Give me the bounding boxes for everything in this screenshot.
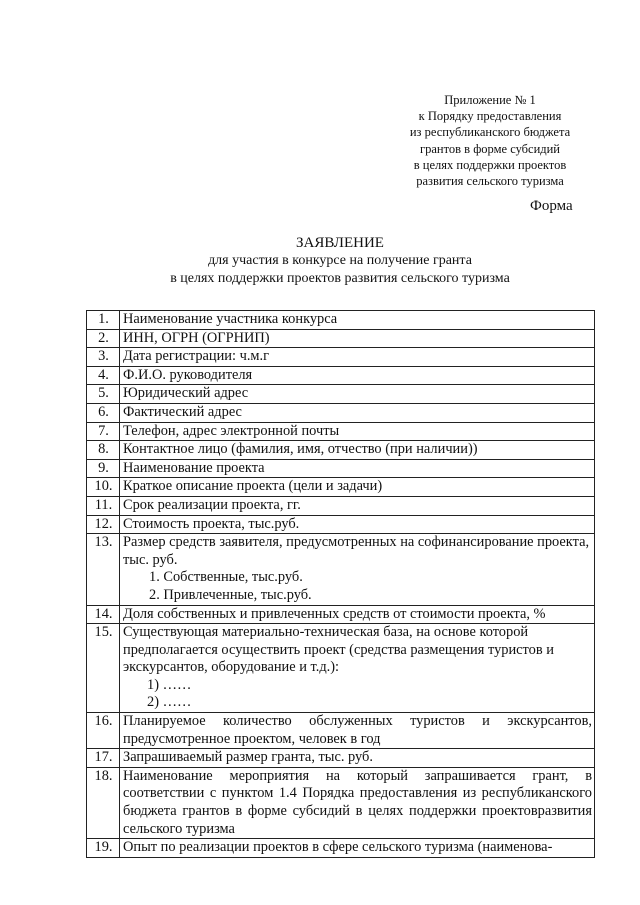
row-number: 10. — [87, 478, 120, 497]
row-number: 19. — [87, 839, 120, 858]
row-number: 8. — [87, 441, 120, 460]
application-table — [86, 310, 595, 858]
row-number: 5. — [87, 385, 120, 404]
table-row — [87, 624, 595, 713]
row-text: Юридический адрес — [120, 385, 595, 404]
row-number: 3. — [87, 348, 120, 367]
row-text: Запрашиваемый размер гранта, тыс. руб. — [120, 749, 595, 768]
appendix-line: развития сельского туризма — [416, 174, 564, 189]
row-text: Контактное лицо (фамилия, имя, отчество (при наличии)) — [120, 441, 595, 460]
row-text: Ф.И.О. руководителя — [120, 366, 595, 385]
table-row — [87, 839, 595, 858]
row-text: Стоимость проекта, тыс.руб. — [120, 515, 595, 534]
row-number: 18. — [87, 767, 120, 838]
table-row — [87, 767, 595, 838]
table-row — [87, 605, 595, 624]
row-text: ИНН, ОГРН (ОГРНИП) — [120, 329, 595, 348]
document-subtitle-line: для участия в конкурсе на получение гранта — [208, 253, 472, 268]
table-row — [87, 403, 595, 422]
row-text: Наименование проекта — [120, 459, 595, 478]
row-number: 17. — [87, 749, 120, 768]
row-number: 7. — [87, 422, 120, 441]
row-number: 15. — [87, 624, 120, 713]
table-row — [87, 329, 595, 348]
table-row — [87, 459, 595, 478]
row-number: 12. — [87, 515, 120, 534]
row-text: Доля собственных и привлеченных средств от стоимости проекта, % — [120, 605, 595, 624]
table-row — [87, 515, 595, 534]
row-text: Опыт по реализации проектов в сфере сельского туризма (наименова- — [120, 839, 595, 858]
table-row — [87, 441, 595, 460]
row-number: 1. — [87, 311, 120, 330]
row-cell — [120, 534, 595, 605]
row-text: Фактический адрес — [120, 403, 595, 422]
document-title: ЗАЯВЛЕНИЕ — [296, 235, 384, 251]
row-text: Планируемое количество обслуженных туристов и экскурсантов, предусмотренное проектом, человек в год — [120, 713, 595, 749]
row-text: Наименование мероприятия на который запрашивается грант, в соответствии с пунктом 1.4 Порядка предоставления из республиканского бюджета грантов в форме субсидий в целях поддержки проектовразвития сельского туризма — [120, 767, 595, 838]
appendix-line: грантов в форме субсидий — [419, 141, 560, 156]
document-subtitle-line: в целях поддержки проектов развития сельского туризма — [170, 271, 510, 286]
row-number: 14. — [87, 605, 120, 624]
title-block — [80, 234, 600, 288]
table-row — [87, 311, 595, 330]
row-subitem: 1. Собственные, тыс.руб. — [149, 569, 303, 586]
appendix-block — [385, 92, 595, 189]
form-label: Форма — [530, 198, 573, 214]
row-number: 6. — [87, 403, 120, 422]
row-subitem: 2. Привлеченные, тыс.руб. — [149, 586, 312, 603]
row-text: Срок реализации проекта, гг. — [120, 496, 595, 515]
row-text: Телефон, адрес электронной почты — [120, 422, 595, 441]
table-row — [87, 422, 595, 441]
row-subitem: 2) …… — [147, 694, 192, 711]
row-number: 16. — [87, 713, 120, 749]
table-row — [87, 713, 595, 749]
appendix-line: Приложение № 1 — [444, 93, 536, 107]
table-row — [87, 385, 595, 404]
row-subitem: 1) …… — [147, 676, 192, 693]
table-row — [87, 478, 595, 497]
table-row — [87, 749, 595, 768]
row-text: Наименование участника конкурса — [120, 311, 595, 330]
appendix-line: к Порядку предоставления — [418, 109, 562, 124]
appendix-line: из республиканского бюджета — [409, 125, 571, 140]
table-row — [87, 366, 595, 385]
row-cell — [120, 624, 595, 713]
row-number: 13. — [87, 534, 120, 605]
table-row — [87, 348, 595, 367]
row-text: Размер средств заявителя, предусмотренных на софинансирование проекта, тыс. руб. — [123, 534, 590, 568]
appendix-line: в целях поддержки проектов — [413, 157, 567, 172]
row-number: 4. — [87, 366, 120, 385]
table-row — [87, 496, 595, 515]
row-text: Дата регистрации: ч.м.г — [120, 348, 595, 367]
row-number: 9. — [87, 459, 120, 478]
table-row — [87, 534, 595, 605]
row-text: Краткое описание проекта (цели и задачи) — [120, 478, 595, 497]
row-number: 2. — [87, 329, 120, 348]
row-number: 11. — [87, 496, 120, 515]
row-text: Существующая материально-техническая база, на основе которой предполагается осуществить проект (средства размещения туристов и экскурсантов, оборудование и т.д.): — [123, 624, 554, 676]
